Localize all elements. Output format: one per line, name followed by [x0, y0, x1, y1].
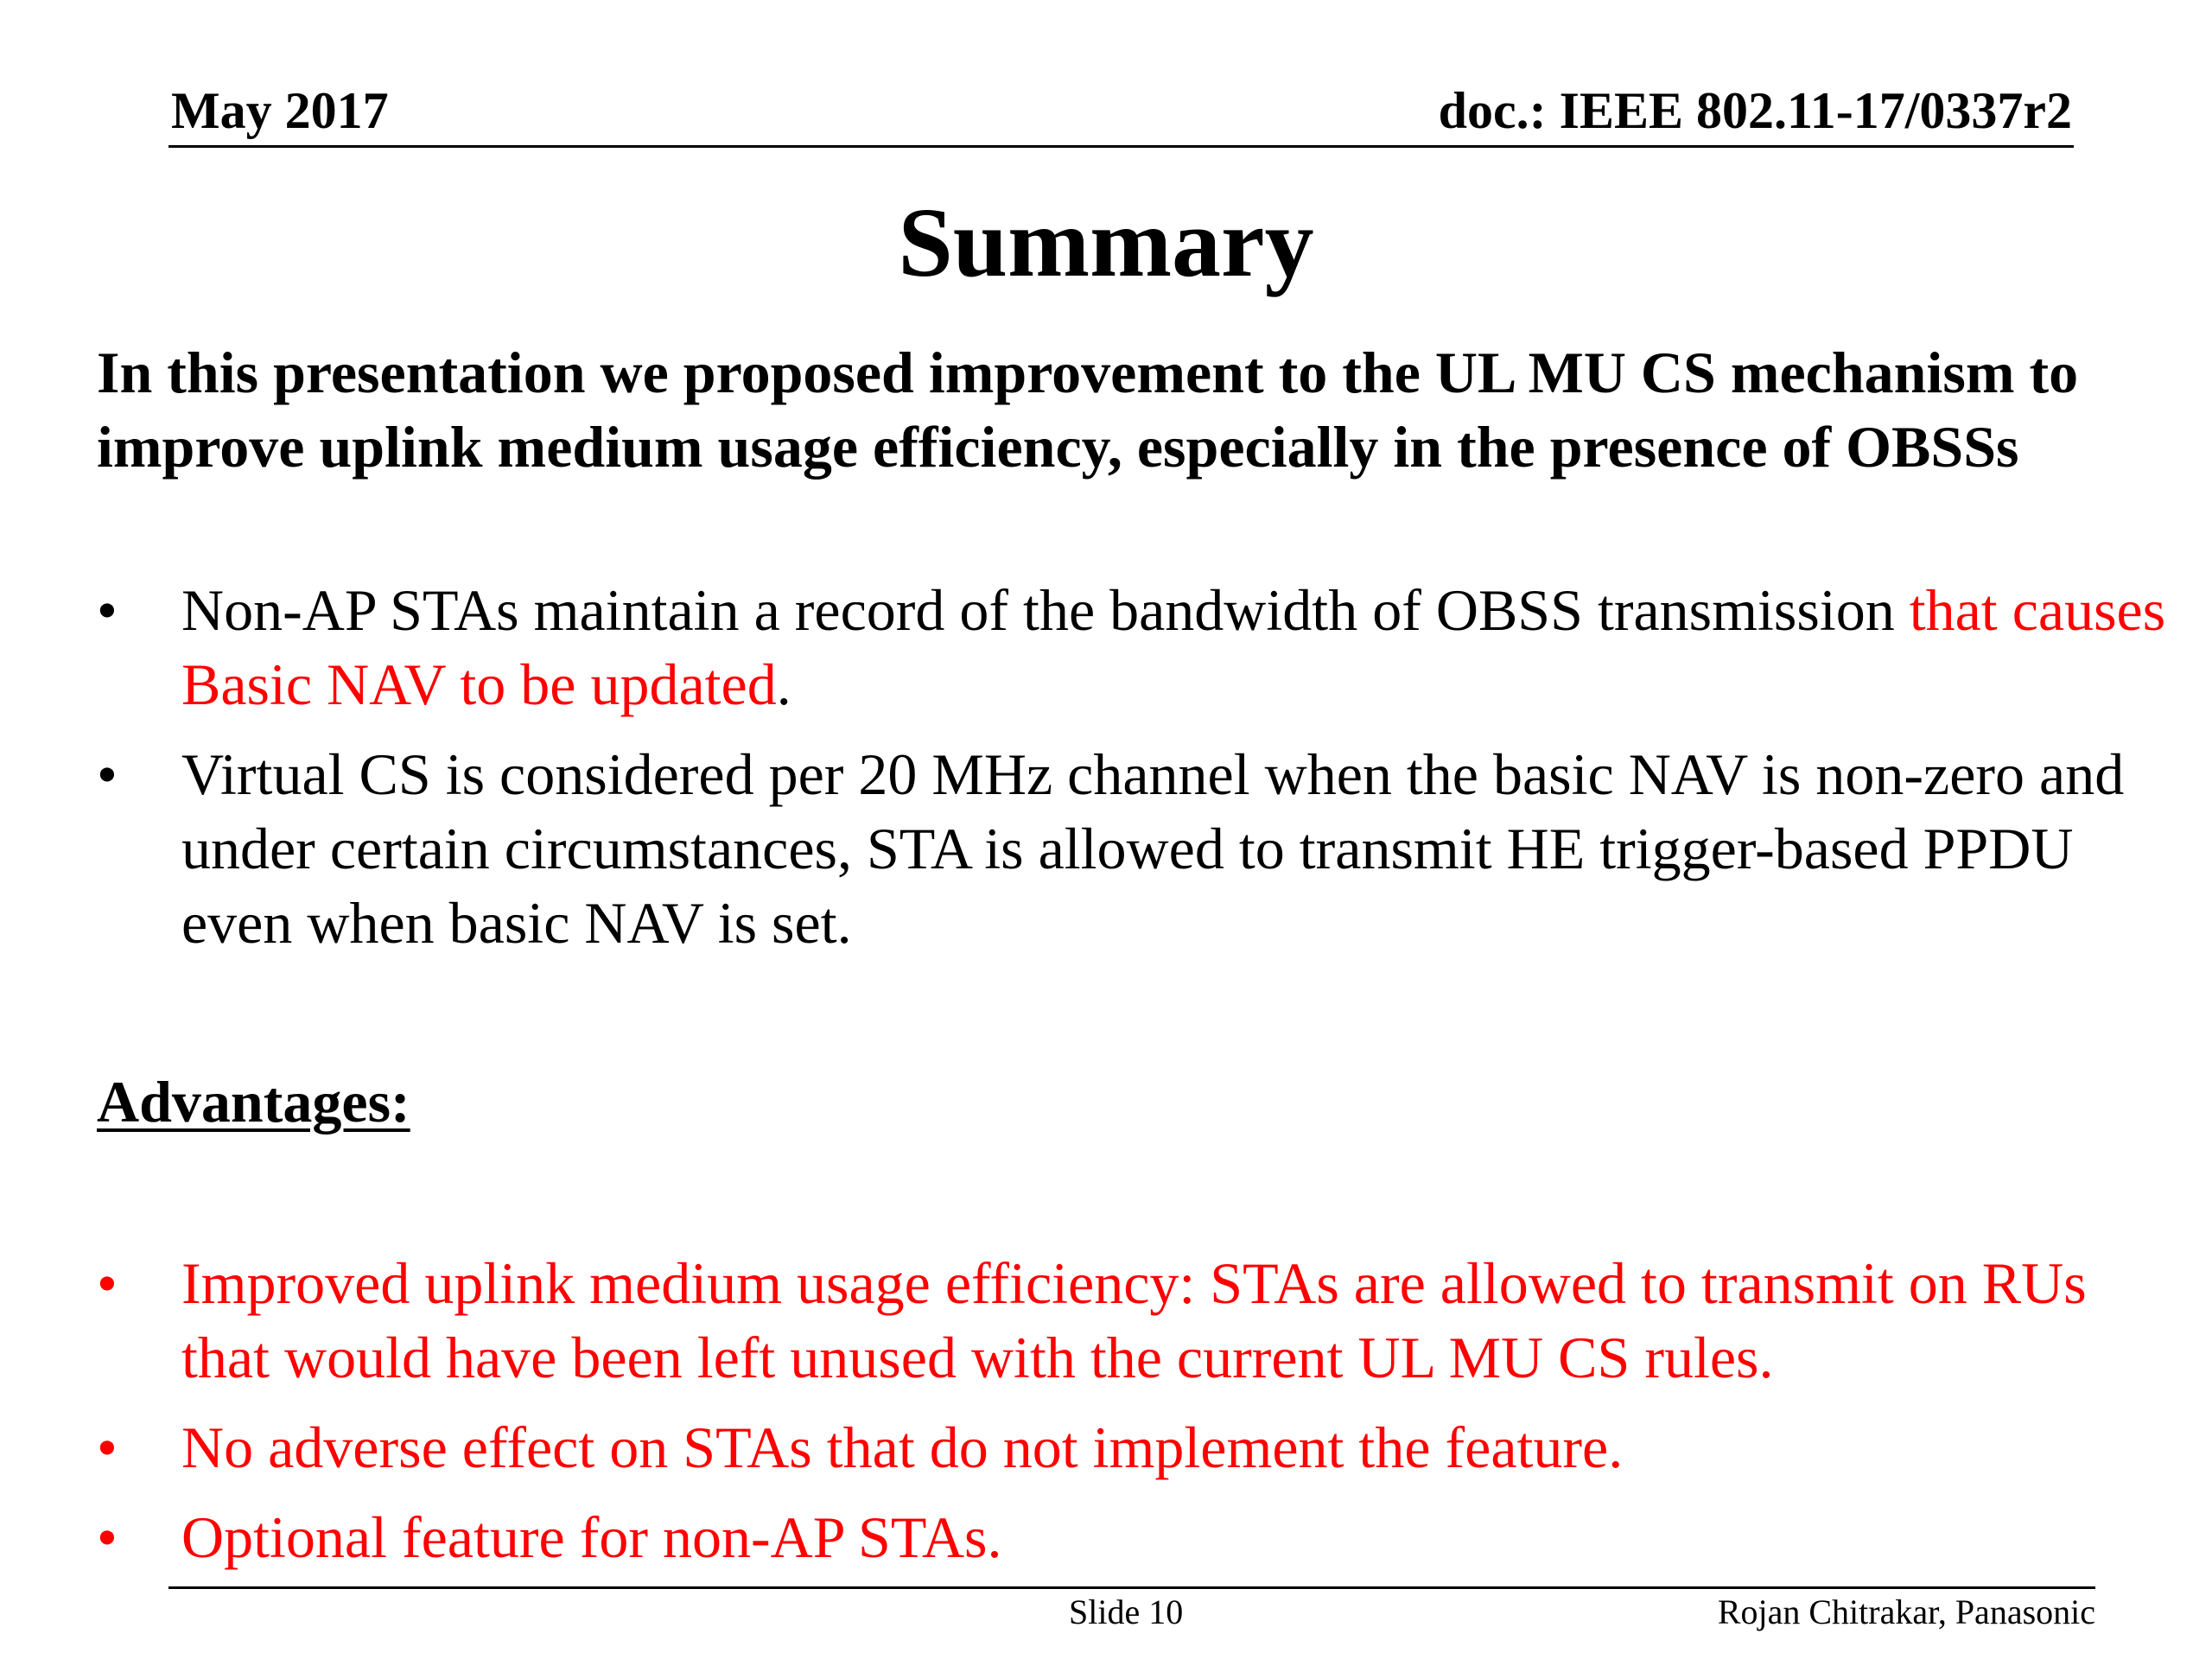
bullet-text-plain: Non-AP STAs maintain a record of the bandwidth of OBSS transmission [181, 577, 1910, 643]
bullet-icon: • [97, 741, 118, 807]
advantage-text: Optional feature for non-AP STAs. [181, 1504, 1002, 1570]
advantage-item [97, 1246, 2171, 1395]
advantage-item [97, 1410, 2171, 1484]
summary-bullet-item [97, 737, 2171, 960]
bullet-icon: • [97, 1504, 118, 1570]
header-divider [168, 145, 2074, 148]
advantage-item [97, 1500, 2171, 1574]
bullet-icon: • [97, 1414, 118, 1480]
advantage-text: No adverse effect on STAs that do not implement the feature. [181, 1414, 1624, 1480]
advantages-list [97, 1246, 2171, 1590]
bullet-text: Virtual CS is considered per 20 MHz channel when the basic NAV is non-zero and under certain circumstances, STA is allowed to transmit HE trigger-based PPDU even when basic NAV is set. [181, 741, 2125, 956]
slide-number: Slide 10 [1069, 1592, 1184, 1631]
summary-bullet-item [97, 573, 2171, 721]
intro-paragraph: In this presentation we proposed improvement to the UL MU CS mechanism to improve uplink medium usage efficiency, especially in the presence of OBSSs [97, 340, 2079, 480]
header-doc-id: doc.: IEEE 802.11-17/0337r2 [1438, 82, 2072, 139]
bullet-text-highlight: that causes Basic NAV to be updated [181, 577, 2166, 717]
advantage-text: Improved uplink medium usage efficiency: STAs are allowed to transmit on RUs that would have been left unused with the current UL MU CS rules. [181, 1250, 2087, 1390]
header-date: May 2017 [171, 82, 389, 139]
bullet-icon: • [97, 577, 118, 643]
bullet-text-end: . [776, 652, 791, 717]
bullet-icon: • [97, 1250, 118, 1316]
slide-title: Summary [898, 188, 1314, 297]
advantages-heading: Advantages: [97, 1069, 410, 1135]
summary-bullet-list [97, 573, 2171, 976]
footer-divider [168, 1586, 2095, 1589]
footer-author: Rojan Chitrakar, Panasonic [1717, 1592, 2095, 1631]
